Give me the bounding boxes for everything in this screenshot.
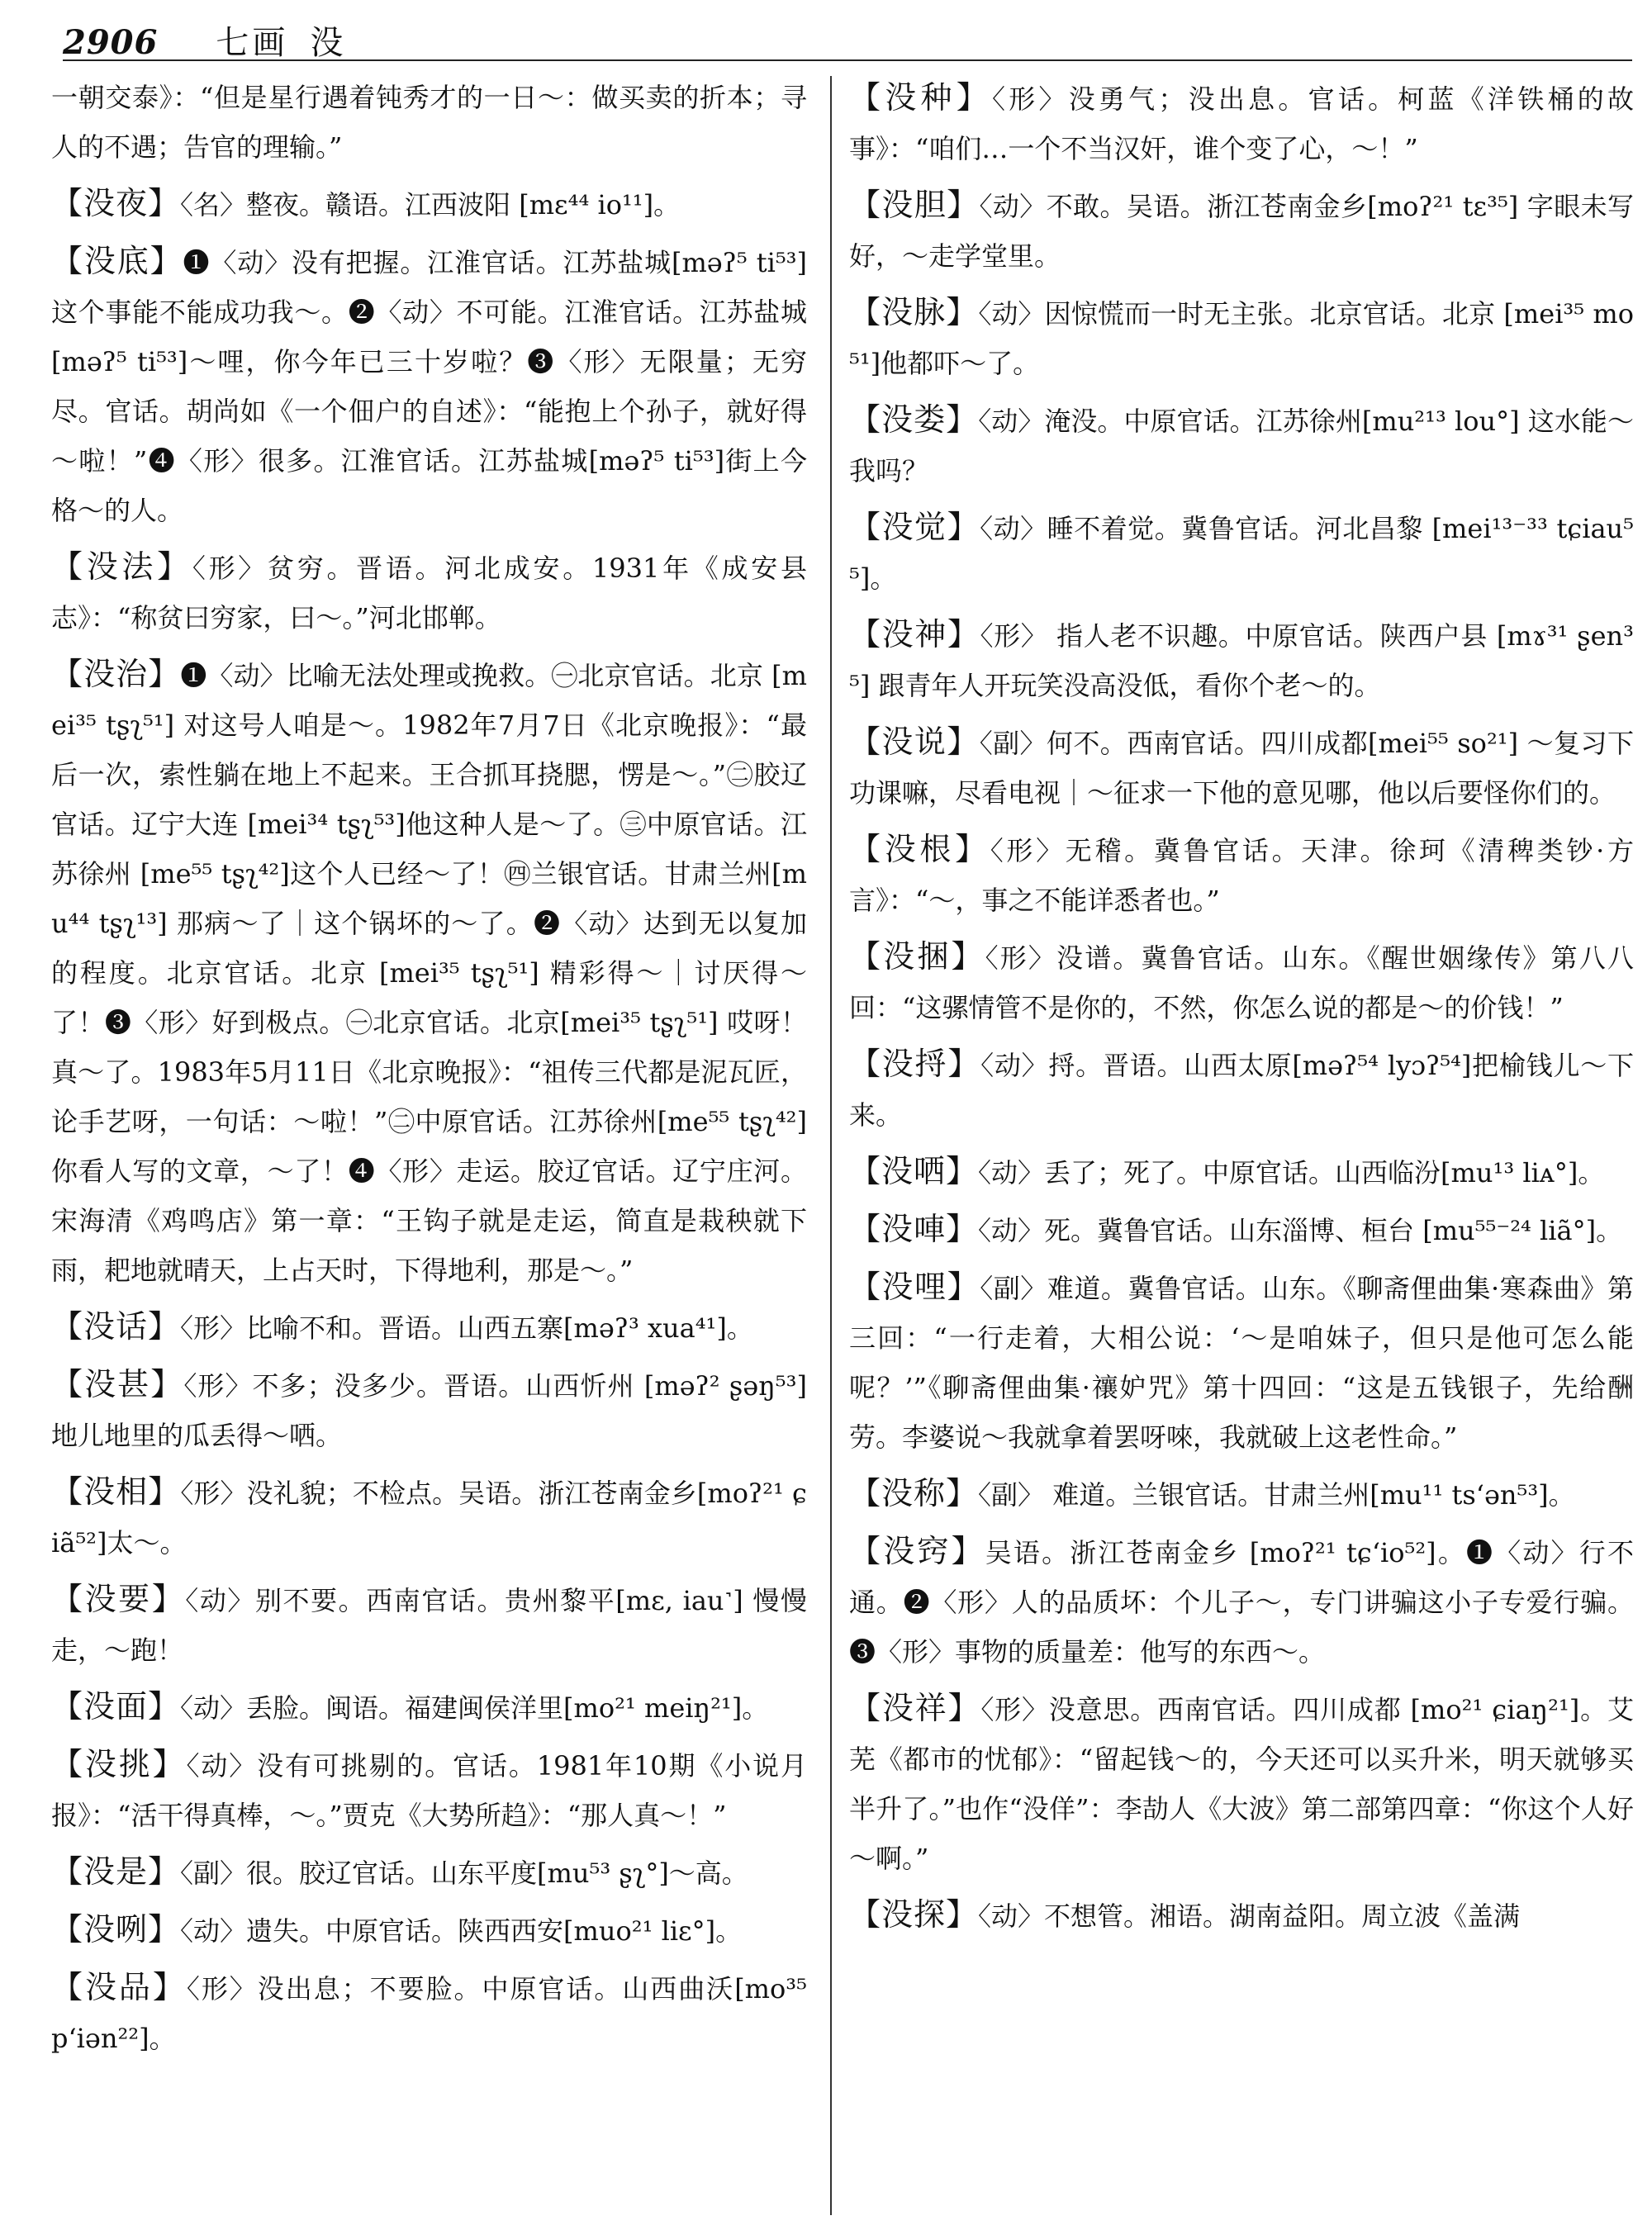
headword-close-bracket: 】 (148, 1308, 181, 1345)
headword-open-bracket: 【 (849, 1046, 882, 1082)
entry-definition: 〈名〉整夜。赣语。江西波阳 [mɛ⁴⁴ io¹¹]。 (180, 189, 681, 221)
entry-headword (849, 1046, 980, 1082)
headword-text: 没说 (881, 724, 947, 760)
entry-definition: 〈副〉 难道。兰银官话。甘肃兰州[mu¹¹ ts‘ən⁵³]。 (978, 1479, 1575, 1511)
headword-open-bracket: 【 (849, 1690, 882, 1726)
headword-open-bracket: 【 (849, 938, 884, 975)
headword-open-bracket: 【 (849, 1211, 882, 1247)
headword-close-bracket: 】 (148, 1853, 181, 1890)
headword-open-bracket: 【 (51, 1746, 85, 1782)
dictionary-entry (51, 542, 807, 643)
entry-headword (849, 1533, 985, 1569)
entry-definition: 〈形〉没谱。冀鲁官话。山东。《醒世姻缘传》第八八回：“这骡情管不是你的，不然，你怎么说的都是～的价钱！” (849, 942, 1634, 1023)
headword-open-bracket: 【 (849, 294, 882, 330)
entry-definition: 〈形〉贫穷。晋语。河北成安。1931年《成安县志》：“称贫曰穷家，曰～。”河北邯郸。 (51, 553, 807, 633)
headword-text: 没法 (86, 548, 158, 585)
dictionary-entry (849, 180, 1634, 281)
headword-open-bracket: 【 (51, 1581, 85, 1617)
dictionary-entry (51, 1467, 807, 1568)
entry-definition: 〈动〉遗失。中原官话。陕西西安[muo²¹ liɛ°]。 (180, 1915, 743, 1947)
entry-headword (849, 938, 985, 975)
entry-definition: 〈动〉淹没。中原官话。江苏徐州[mu²¹³ lou°] 这水能～我吗？ (849, 406, 1634, 486)
headword-close-bracket: 】 (951, 1533, 985, 1569)
headword-open-bracket: 【 (849, 1153, 882, 1189)
headword-open-bracket: 【 (51, 548, 87, 585)
headword-text: 没挑 (84, 1746, 153, 1782)
headword-text: 没神 (881, 616, 947, 652)
entry-definition: 〈动〉丢脸。闽语。福建闽侯洋里[mo²¹ meiŋ²¹]。 (180, 1692, 769, 1724)
entry-definition: 〈动〉丢了；死了。中原官话。山西临汾[mu¹³ liᴀ°]。 (978, 1157, 1605, 1189)
headword-text: 没胆 (881, 187, 947, 223)
headword-close-bracket: 】 (947, 1046, 981, 1082)
dictionary-entry (849, 1890, 1634, 1941)
entry-definition: 〈副〉何不。西南官话。四川成都[mei⁵⁵ so²¹] ～复习下功课嘛，尽看电视｜～征求一下他的意见哪，他以后要怪你们的。 (849, 728, 1634, 809)
headword-text: 没觉 (881, 509, 947, 545)
headword-text: 没夜 (83, 185, 149, 221)
dictionary-entry (849, 1468, 1634, 1520)
headword-text: 没根 (884, 831, 956, 867)
headword-open-bracket: 【 (51, 1911, 84, 1948)
headword-close-bracket: 】 (947, 509, 980, 545)
dictionary-entry (849, 1146, 1634, 1198)
headword-open-bracket: 【 (51, 1969, 85, 2005)
headword-close-bracket: 】 (152, 1746, 187, 1782)
dictionary-entry (849, 1039, 1634, 1140)
entry-headword (849, 831, 990, 867)
headword-close-bracket: 】 (148, 1473, 181, 1510)
dictionary-entry (849, 824, 1634, 925)
headword-open-bracket: 【 (51, 656, 84, 692)
entry-headword (849, 1475, 978, 1511)
headword-text: 没捆 (883, 938, 952, 975)
entry-headword (51, 656, 180, 692)
headword-close-bracket: 】 (946, 401, 979, 438)
entry-headword (51, 1473, 180, 1510)
entry-headword (849, 187, 980, 223)
headword-open-bracket: 【 (51, 185, 84, 221)
entry-headword (51, 1688, 180, 1725)
entry-definition: 〈动〉睡不着觉。冀鲁官话。河北昌黎 [mei¹³⁻³³ tɕiau⁵⁵]。 (849, 513, 1634, 594)
headword-close-bracket: 】 (148, 185, 181, 221)
headword-open-bracket: 【 (51, 1473, 84, 1510)
header-section-label: 七画 (216, 24, 289, 62)
headword-close-bracket: 】 (946, 294, 979, 330)
headword-open-bracket: 【 (849, 831, 885, 867)
headword-text: 没治 (83, 656, 149, 692)
headword-text: 没咧 (83, 1911, 149, 1948)
headword-open-bracket: 【 (51, 1366, 85, 1402)
headword-close-bracket: 】 (946, 1153, 979, 1189)
entry-definition: 〈形〉 指人老不识趣。中原官话。陕西户县 [mɤ³¹ ʂen³⁵] 跟青年人开玩笑没高没低，看你个老～的。 (849, 620, 1634, 701)
dictionary-entry (51, 1302, 807, 1353)
headword-close-bracket: 】 (150, 1366, 184, 1402)
left-column (51, 73, 807, 2220)
headword-text: 没哩 (881, 1269, 947, 1305)
headword-close-bracket: 】 (946, 1211, 979, 1247)
headword-close-bracket: 】 (151, 1581, 186, 1617)
headword-text: 没称 (881, 1475, 947, 1511)
dictionary-entry (51, 178, 807, 230)
headword-close-bracket: 】 (947, 724, 980, 760)
entry-definition: 〈动〉捋。晋语。山西太原[məʔ⁵⁴ lyɔʔ⁵⁴]把榆钱儿～下来。 (849, 1050, 1634, 1131)
headword-text: 没甚 (84, 1366, 151, 1402)
dictionary-entry (51, 1905, 807, 1956)
headword-close-bracket: 】 (148, 1688, 181, 1725)
dictionary-entry (51, 1739, 807, 1840)
entry-definition: 〈动〉死。冀鲁官话。山东淄博、桓台 [mu⁵⁵⁻²⁴ liã°]。 (978, 1215, 1623, 1246)
headword-text: 没哂 (881, 1153, 947, 1189)
entry-headword (51, 1366, 183, 1402)
headword-text: 没要 (84, 1581, 152, 1617)
right-column (849, 73, 1634, 2220)
headword-text: 没祥 (881, 1690, 948, 1726)
right-entry-list (849, 73, 1634, 1941)
headword-close-bracket: 】 (152, 1969, 187, 2005)
dictionary-entry (51, 1962, 807, 2063)
dictionary-entry (849, 73, 1634, 173)
headword-close-bracket: 】 (955, 831, 990, 867)
headword-open-bracket: 【 (849, 79, 885, 116)
headword-close-bracket: 】 (148, 656, 181, 692)
dictionary-entry (51, 649, 807, 1295)
headword-open-bracket: 【 (51, 1853, 84, 1890)
entry-definition: 〈形〉没出息；不要脸。中原官话。山西曲沃[mo³⁵ p‘iən²²]。 (51, 1973, 807, 2054)
headword-close-bracket: 】 (947, 187, 980, 223)
entry-headword (849, 509, 980, 545)
dictionary-entry (849, 1526, 1634, 1677)
headword-open-bracket: 【 (849, 616, 882, 652)
entry-definition: 〈动〉别不要。西南官话。贵州黎平[mɛ, iau˺] 慢慢走，～跑！ (51, 1585, 807, 1666)
dictionary-entry (51, 1359, 807, 1460)
headword-text: 没是 (83, 1853, 149, 1890)
headword-open-bracket: 【 (51, 1688, 84, 1725)
entry-definition: ❶〈动〉比喻无法处理或挽救。㊀北京官话。北京 [mei³⁵ tʂʅ⁵¹] 对这号人咱是～。1982年7月7日《北京晚报》：“最后一次，索性躺在地上不起来。王合抓耳挠腮，愣是～。”㊁胶辽官话。辽宁大连 [mei³⁴ tʂʅ⁵³]他这种人是～了。㊂中原官话。江苏徐州 [me⁵⁵ tʂʅ⁴²]这个人已经～了！㊃兰银官话。甘肃兰州[mu⁴⁴ tʂʅ¹³] 那病～了｜这个锅坏的～了。❷〈动〉达到无以复加的程度。北京官话。北京 [mei³⁵ tʂʅ⁵¹] 精彩得～｜讨厌得～了！❸〈形〉好到极点。㊀北京官话。北京[mei³⁵ tʂʅ⁵¹] 哎呀！真～了。1983年5月11日《北京晚报》：“祖传三代都是泥瓦匠，论手艺呀，一句话：～啦！”㊁中原官话。江苏徐州[me⁵⁵ tʂʅ⁴²]你看人写的文章，～了！❹〈形〉走运。胶辽官话。辽宁庄河。宋海清《鸡鸣店》第一章：“王钩子就是走运，简直是栽秧就下雨，耙地就晴天，上占天时，下得地利，那是～。” (51, 660, 807, 1286)
headword-text: 没话 (83, 1308, 149, 1345)
headword-text: 没窍 (883, 1533, 952, 1569)
entry-definition: ❶〈动〉没有把握。江淮官话。江苏盐城[məʔ⁵ ti⁵³]这个事能不能成功我～。❷〈动〉不可能。江淮官话。江苏盐城[məʔ⁵ ti⁵³]～哩，你今年已三十岁啦？❸〈形〉无限量；无穷尽。官话。胡尚如《一个佃户的自述》：“能抱上个孙子，就好得～啦！”❹〈形〉很多。江淮官话。江苏盐城[məʔ⁵ ti⁵³]街上今格～的人。 (51, 247, 807, 526)
page-header (63, 17, 1632, 64)
headword-open-bracket: 【 (849, 509, 882, 545)
entry-definition: 〈形〉比喻不和。晋语。山西五寨[məʔ³ xua⁴¹]。 (180, 1312, 753, 1344)
entry-definition: 吴语。浙江苍南金乡 [moʔ²¹ tɕ‘io⁵²]。❶〈动〉行不通。❷〈形〉人的品质坏：个儿子～，专门讲骗这小子专爱行骗。❸〈形〉事物的质量差：他写的东西～。 (849, 1537, 1634, 1668)
headword-open-bracket: 【 (849, 724, 882, 760)
entry-headword (51, 1911, 180, 1948)
headword-text: 没相 (83, 1473, 149, 1510)
continuation-text: 一朝交泰》：“但是星行遇着钝秀才的一日～：做买卖的折本；寻人的不遇；告官的理输。” (51, 82, 807, 163)
entry-headword (849, 616, 980, 652)
headword-text: 没底 (83, 243, 150, 279)
entry-headword (51, 1853, 180, 1890)
entry-headword (51, 1581, 185, 1617)
headword-close-bracket: 】 (150, 243, 183, 279)
headword-text: 没娄 (881, 401, 947, 438)
header-character: 没 (310, 24, 344, 62)
headword-close-bracket: 】 (148, 1911, 181, 1948)
headword-close-bracket: 】 (947, 1690, 981, 1726)
dictionary-entry (849, 502, 1634, 603)
entry-headword (51, 548, 192, 585)
headword-text: 没面 (83, 1688, 149, 1725)
dictionary-entry (51, 1847, 807, 1898)
headword-text: 没探 (881, 1896, 947, 1933)
dictionary-entry (51, 1682, 807, 1733)
dictionary-entry (849, 1204, 1634, 1255)
page-number: 2906 (63, 23, 159, 62)
headword-close-bracket: 】 (946, 1475, 979, 1511)
entry-definition: 〈形〉无稽。冀鲁官话。天津。徐珂《清稗类钞·方言》：“～，事之不能详悉者也。” (849, 835, 1634, 916)
dictionary-entry (849, 932, 1634, 1032)
entry-headword (51, 185, 180, 221)
entry-headword (51, 243, 183, 279)
entry-headword (51, 1969, 187, 2005)
headword-text: 没脉 (881, 294, 947, 330)
headword-close-bracket: 】 (946, 1896, 979, 1933)
entry-headword (849, 1690, 980, 1726)
headword-open-bracket: 【 (849, 401, 882, 438)
entry-definition: 〈形〉没勇气；没出息。官话。柯蓝《洋铁桶的故事》：“咱们…一个不当汉奸，谁个变了心，～！” (849, 83, 1634, 164)
headword-text: 没品 (84, 1969, 153, 2005)
header-divider (63, 59, 1632, 61)
dictionary-entry (849, 610, 1634, 710)
dictionary-entry (849, 395, 1634, 496)
entry-headword (849, 1896, 978, 1933)
entry-definition: 〈动〉没有可挑剔的。官话。1981年10期《小说月报》：“活干得真棒，～。”贾克《大势所趋》：“那人真～！” (51, 1750, 807, 1831)
headword-close-bracket: 】 (947, 616, 980, 652)
headword-close-bracket: 】 (951, 938, 985, 975)
headword-open-bracket: 【 (849, 1475, 882, 1511)
left-entry-list (51, 178, 807, 2063)
headword-open-bracket: 【 (849, 1269, 882, 1305)
entry-headword (849, 79, 992, 116)
entry-headword (849, 294, 978, 330)
dictionary-entry (849, 287, 1634, 388)
dictionary-entry (51, 1574, 807, 1675)
headword-open-bracket: 【 (849, 187, 882, 223)
headword-open-bracket: 【 (849, 1533, 884, 1569)
headword-open-bracket: 【 (51, 1308, 84, 1345)
entry-definition: 〈动〉不想管。湘语。湖南益阳。周立波《盖满 (978, 1900, 1521, 1932)
headword-close-bracket: 】 (956, 79, 992, 116)
headword-text: 没种 (885, 79, 957, 116)
headword-text: 没唓 (881, 1211, 947, 1247)
dictionary-entry (849, 717, 1634, 818)
entry-definition: 〈动〉不敢。吴语。浙江苍南金乡[moʔ²¹ tɛ³⁵] 字眼未写好，～走学堂里。 (849, 191, 1634, 272)
entry-definition: 〈形〉没意思。西南官话。四川成都 [mo²¹ ɕiaŋ²¹]。艾芜《都市的忧郁》：“留起钱～的，今天还可以买升米，明天就够买半升了。”也作“没佯”：李劼人《大波》第二部第四章：“你这个人好～啊。” (849, 1694, 1634, 1874)
entry-headword (849, 1211, 978, 1247)
headword-open-bracket: 【 (849, 1896, 882, 1933)
entry-headword (51, 1746, 186, 1782)
headword-close-bracket: 】 (157, 548, 192, 585)
entry-definition: 〈形〉没礼貌；不检点。吴语。浙江苍南金乡[moʔ²¹ ɕiã⁵²]太～。 (51, 1478, 807, 1559)
dictionary-entry (849, 1683, 1634, 1883)
dictionary-entry (51, 236, 807, 535)
column-divider (830, 76, 832, 2215)
entry-headword (849, 1153, 978, 1189)
entry-headword (849, 401, 978, 438)
entry-headword (849, 1269, 980, 1305)
entry-definition: 〈动〉因惊慌而一时无主张。北京官话。北京 [mei³⁵ mo⁵¹]他都吓～了。 (849, 298, 1634, 379)
entry-headword (51, 1308, 180, 1345)
entry-headword (849, 724, 980, 760)
headword-text: 没捋 (881, 1046, 948, 1082)
headword-open-bracket: 【 (51, 243, 84, 279)
entry-definition: 〈副〉很。胶辽官话。山东平度[mu⁵³ ʂʅ°]～高。 (180, 1858, 748, 1889)
dictionary-entry (849, 1262, 1634, 1462)
headword-close-bracket: 】 (947, 1269, 980, 1305)
entry-definition: 〈形〉不多；没多少。晋语。山西忻州 [məʔ² ʂəŋ⁵³]地儿地里的瓜丢得～哂。 (51, 1370, 807, 1451)
entry-definition: 〈副〉难道。冀鲁官话。山东。《聊斋俚曲集·寒森曲》第三回：“一行走着，大相公说：‘～是咱妹子，但只是他可怎么能呢？’”《聊斋俚曲集·禳妒咒》第十四回：“这是五钱银子，先给酬劳。李婆说～我就拿着罢呀唻，我就破上这老性命。” (849, 1273, 1634, 1453)
